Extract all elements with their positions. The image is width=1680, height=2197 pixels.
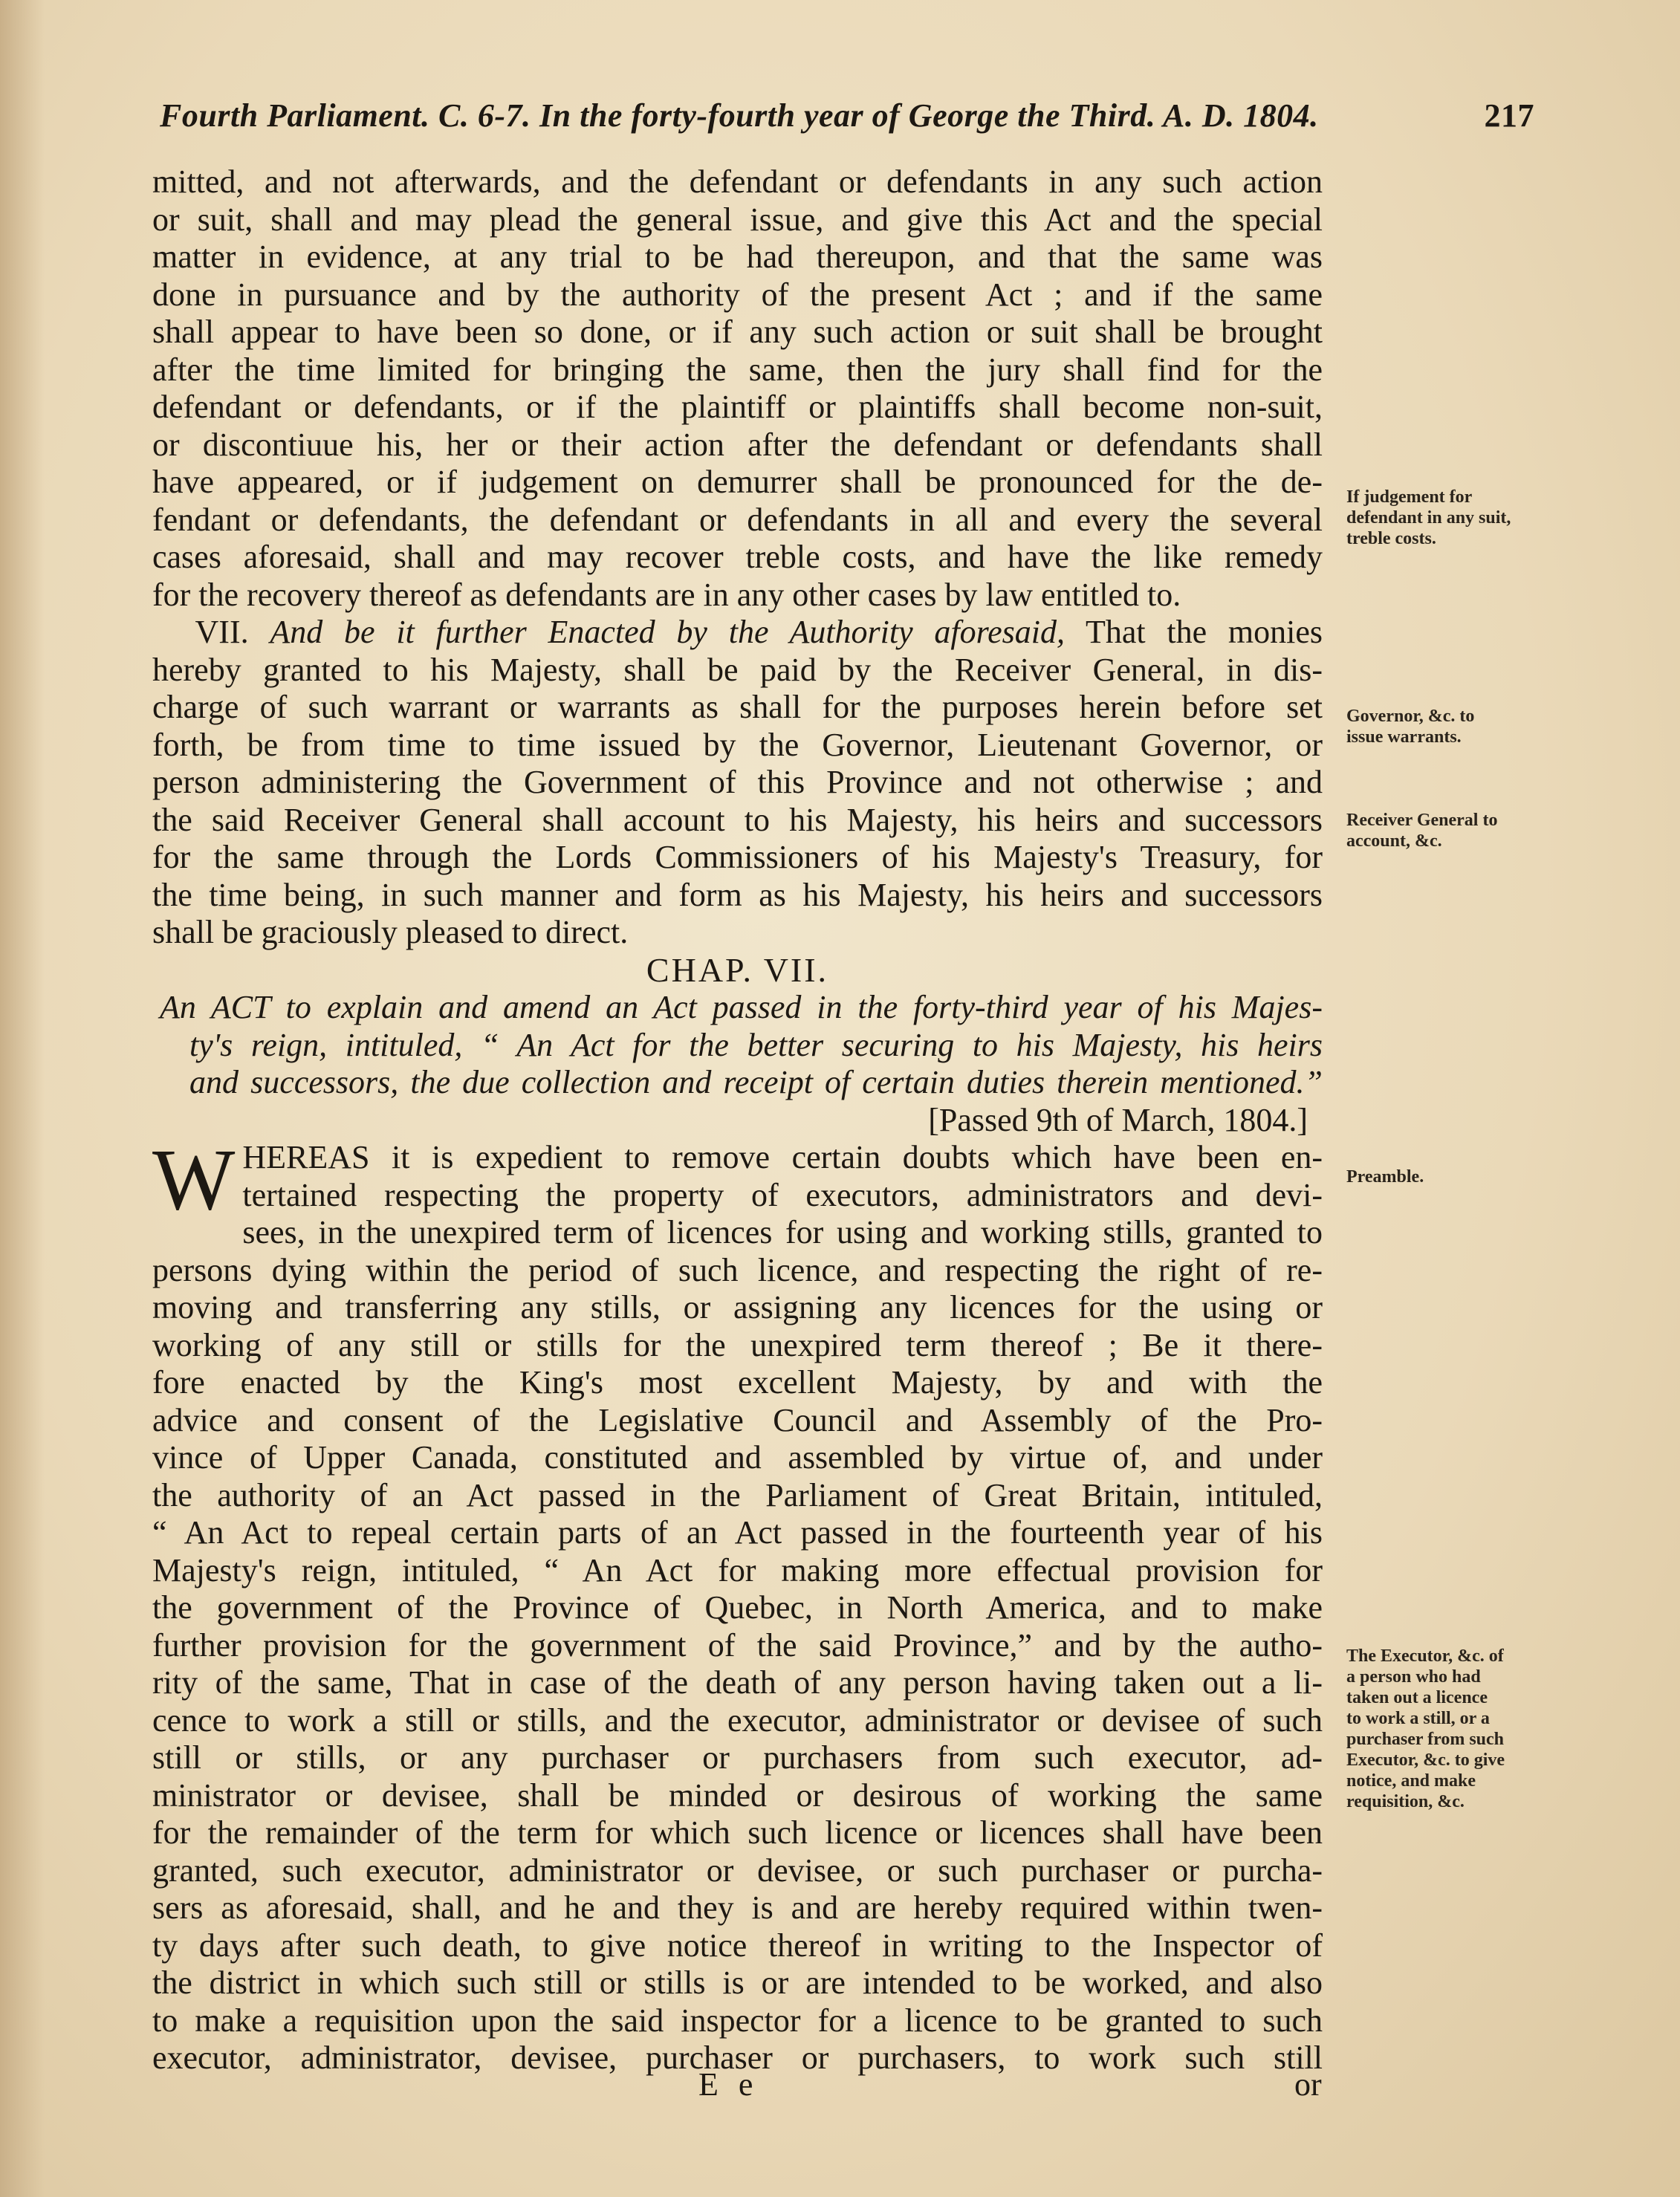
act-title-line: ty's reign, intituled, “ An Act for the better securing to his Majesty, his heirs — [189, 1026, 1323, 1063]
text-line: have appeared, or if judgement on demurrer shall be pronounced for the de- — [152, 464, 1323, 500]
text-line: the district in which such still or stills is or are intended to be worked, and also — [152, 1964, 1323, 2001]
text-line: done in pursuance and by the authority of the present Act ; and if the same — [152, 276, 1323, 313]
text-line: or suit, shall and may plead the general issue, and give this Act and the special — [152, 201, 1323, 238]
text-line: shall be graciously pleased to direct. — [152, 914, 629, 950]
text-line: moving and transferring any stills, or assigning any licences for the using or — [152, 1289, 1323, 1325]
text-line: “ An Act to repeal certain parts of an Act passed in the fourteenth year of his — [152, 1514, 1323, 1551]
passed-date: [Passed 9th of March, 1804.] — [928, 1101, 1308, 1138]
text-line: Majesty's reign, intituled, “ An Act for making more effectual provision for — [152, 1551, 1323, 1588]
text-line: cence to work a still or stills, and the executor, administrator or devisee of such — [152, 1701, 1323, 1739]
act-title-line: and successors, the due collection and receipt of certain duties therein mentioned.” — [189, 1064, 1323, 1100]
section-7 — [152, 614, 1323, 952]
text-line: sers as aforesaid, shall, and he and they is and are hereby required within twen- — [152, 1889, 1323, 1926]
text-line: executor, administrator, devisee, purchaser or purchasers, to work such still — [152, 2039, 1323, 2076]
text-line: ministrator or devisee, shall be minded or desirous of working the same — [152, 1776, 1323, 1814]
preamble-paragraph — [152, 1131, 1323, 2077]
text-line: the said Receiver General shall account to his Majesty, his heirs and successors — [152, 801, 1323, 838]
text-line: charge of such warrant or warrants as shall for the purposes herein before set — [152, 689, 1323, 725]
text-line: for the remainder of the term for which such licence or licences shall have been — [152, 1814, 1323, 1851]
text-fragment: That the monies — [1085, 614, 1323, 650]
text-line: the authority of an Act passed in the Parliament of Great Britain, intituled, — [152, 1476, 1323, 1513]
text-line: rity of the same, That in case of the death of any person having taken out a li- — [152, 1664, 1323, 1701]
running-title: Fourth Parliament. C. 6-7. In the forty-fourth year of George the Third. A. D. 1804. — [160, 97, 1319, 134]
text-line: shall appear to have been so done, or if any such action or suit shall be brought — [152, 314, 1323, 350]
text-line: further provision for the government of the said Province,” and by the autho- — [152, 1626, 1323, 1664]
text-line: to make a requisition upon the said inspector for a licence to be granted to such — [152, 2002, 1323, 2039]
marginal-note-executor: The Executor, &c. of a person who had taken out a licence to work a still, or a purchaser from such Executor, &c. to give notice, and make requisition, &c. — [1346, 1646, 1505, 1811]
marginal-note-receiver: Receiver General to account, &c. — [1346, 811, 1498, 851]
text-line: for the same through the Lords Commissioners of his Majesty's Treasury, for — [152, 839, 1323, 875]
text-line: the time being, in such manner and form as his Majesty, his heirs and successors — [152, 876, 1323, 913]
text-line: cases aforesaid, shall and may recover treble costs, and have the like remedy — [152, 539, 1323, 575]
text-line: persons dying within the period of such licence, and respecting the right of re- — [152, 1251, 1323, 1288]
text-line: for the recovery thereof as defendants are in any other cases by law entitled to. — [152, 576, 1181, 613]
text-line: fore enacted by the King's most excellent Majesty, by and with the — [152, 1364, 1323, 1401]
chapter-title: CHAP. VII. — [646, 950, 829, 989]
section-7-first-line — [152, 614, 1323, 652]
text-line: sees, in the unexpired term of licences for using and working stills, granted to — [242, 1214, 1323, 1250]
marginal-note-treble-costs: If judgement for defendant in any suit, treble costs. — [1346, 487, 1511, 548]
text-line: person administering the Government of this Province and not otherwise ; and — [152, 764, 1323, 800]
text-line: or discontiuue his, her or their action after the defendant or defendants shall — [152, 426, 1323, 463]
text-line: hereby granted to his Majesty, shall be paid by the Receiver General, in dis- — [152, 651, 1323, 688]
text-line: vince of Upper Canada, constituted and assembled by virtue of, and under — [152, 1439, 1323, 1476]
act-title — [152, 989, 1323, 1102]
text-line: ty days after such death, to give notice thereof in writing to the Inspector of — [152, 1927, 1323, 1964]
text-line: after the time limited for bringing the same, then the jury shall find for the — [152, 351, 1323, 388]
section-number: VII. — [195, 614, 249, 650]
text-line: mitted, and not afterwards, and the defendant or defendants in any such action — [152, 163, 1323, 200]
enacting-clause: And be it further Enacted by the Authority aforesaid, — [270, 614, 1066, 650]
text-line: advice and consent of the Legislative Council and Assembly of the Pro- — [152, 1401, 1323, 1438]
section-6-continuation — [152, 163, 1323, 614]
text-line: HEREAS it is expedient to remove certain doubts which have been en- — [242, 1139, 1323, 1175]
text-line: granted, such executor, administrator or devisee, or such purchaser or purcha- — [152, 1852, 1323, 1889]
text-line: the government of the Province of Quebec, in North America, and to make — [152, 1589, 1323, 1626]
act-title-line: An ACT to explain and amend an Act passed in the forty-third year of his Majes- — [160, 989, 1323, 1025]
text-line: defendant or defendants, or if the plaintiff or plaintiffs shall become non-suit, — [152, 389, 1323, 425]
drop-capital: W — [152, 1131, 236, 1228]
text-line: forth, be from time to time issued by the Governor, Lieutenant Governor, or — [152, 726, 1323, 763]
running-head — [160, 97, 1534, 134]
text-line: still or stills, or any purchaser or purchasers from such executor, ad- — [152, 1739, 1323, 1776]
marginal-note-preamble: Preamble. — [1346, 1167, 1424, 1187]
main-text-column — [152, 163, 1323, 2077]
signature-mark: E e — [698, 2066, 759, 2103]
page-number: 217 — [1484, 97, 1534, 134]
text-line: tertained respecting the property of executors, administrators and devi- — [242, 1176, 1323, 1213]
text-line: matter in evidence, at any trial to be had thereupon, and that the same was — [152, 238, 1323, 275]
text-line: working of any still or stills for the unexpired term thereof ; Be it there- — [152, 1326, 1323, 1363]
catchword: or — [1294, 2066, 1322, 2103]
marginal-note-governor: Governor, &c. to issue warrants. — [1346, 707, 1475, 747]
text-line: fendant or defendants, the defendant or defendants in all and every the several — [152, 501, 1323, 538]
